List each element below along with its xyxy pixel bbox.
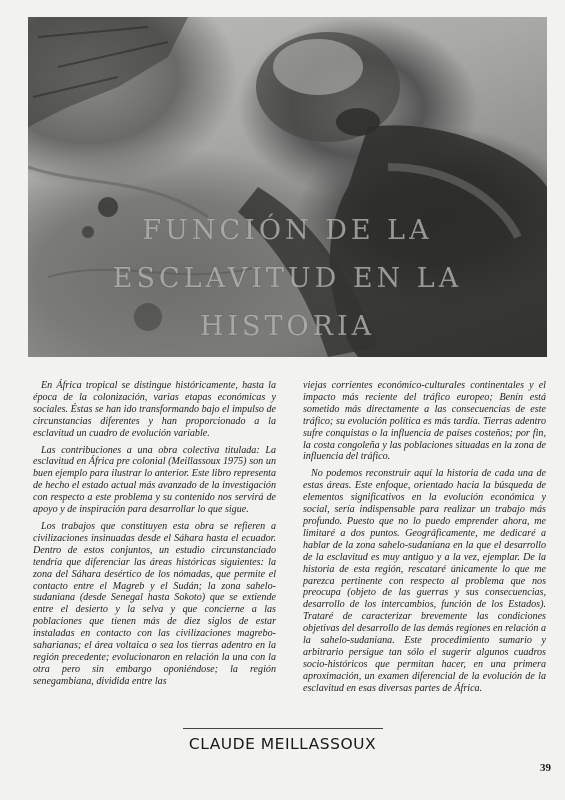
left-paragraph-1: En África tropical se distingue históricamente, hasta la época de la colonización, varias etapas económicas y sociales. Éstas se han ido transformando bajo el impulso de circunstancias diferentes y han proporcionado a la esclavitud un cuadro de evolución variable. [33, 380, 276, 439]
page-number: 39 [540, 762, 551, 774]
article-title [28, 207, 547, 357]
title-line-2: ESCLAVITUD EN LA HISTORIA [112, 263, 463, 342]
left-paragraph-2: Las contribuciones a una obra colectiva titulada: La esclavitud en África pre colonial (Meillassoux 1975) son un buen ejemplo para ilustrar lo anterior. Este libro representa de hecho el estado actual más avanzado de la investigación con respecto a este problema y su contenido nos servirá de apoyo y de inspiración para desarrollar lo que sigue. [33, 444, 276, 516]
author-name: CLAUDE MEILLASSOUX [188, 735, 377, 753]
right-paragraph-2: No podemos reconstruir aquí la historia de cada una de estas áreas. Este enfoque, orientado hacia la búsqueda de elementos significativos en la evolución económica y social, sería indispensable para realizar un trabajo más profundo. Puesto que no lo puedo emprender ahora, me limitaré a dos puntos. Geográficamente, me dedicaré a hablar de la zona sahelo-sudaniana en la que el desarrollo de la esclavitud es muy antiguo y a la vez, ejemplar. De la historia de esta región, rescataré únicamente lo que me parezca pertinente con respecto al problema que nos preocupa (objeto de las guerras y sus consecuencias, desarrollo de los intercambios, función de los Estados). Trataré de caracterizar brevemente las condiciones objetivas del desarrollo de las demás regiones en relación a la sahelo-sudaniana. Este procedimiento sumario y arbitrario persigue tan sólo el sugerir algunos cuadros socio-históricos que permitan hacer, en una primera aproximación, un examen diferencial de la evolución de la esclavitud en esas diversas partes de África. [303, 468, 546, 694]
title-line-3 [28, 351, 547, 357]
right-paragraph-1: viejas corrientes económico-culturales continentales y el impacto más reciente del tráfico europeo; Benín está sometido más directamente a las consecuencias de este tráfico; su evolución política es más tardía. Tierras adentro sufre conquistas o la influencia de países costeños; por fin, la costa congoleña y las poblaciones situadas en la zona de influencia del tráfico. [303, 380, 546, 463]
left-column [33, 380, 276, 693]
right-column [303, 380, 546, 700]
author-divider [183, 728, 383, 729]
title-line-1: FUNCIÓN DE LA [142, 215, 433, 246]
left-paragraph-3: Los trabajos que constituyen esta obra se refieren a civilizaciones insinuadas desde el Sáhara hasta el ecuador. Dentro de estos conjuntos, un estudio circunstanciado tendría que diferenciar las áreas históricas siguientes: la zona del Sáhara desértico de los nómadas, que permite el contacto entre el Magreb y el Sudán; la zona sahelo-sudaniana (desde Senegal hasta Sokoto) que se extiende entre el desierto y la selva y que concierne a las poblaciones que tienen más de diez siglos de estar instaladas en contacto con las civilizaciones magrebo-saharianas; el área voltaica o sea los tierras adentro en la región precedente; evolucionaron en relación la una con la otra pero sin embargo oponiéndose; la región senegambiana, dividida entre las [33, 520, 276, 687]
cover-photograph [28, 17, 547, 357]
